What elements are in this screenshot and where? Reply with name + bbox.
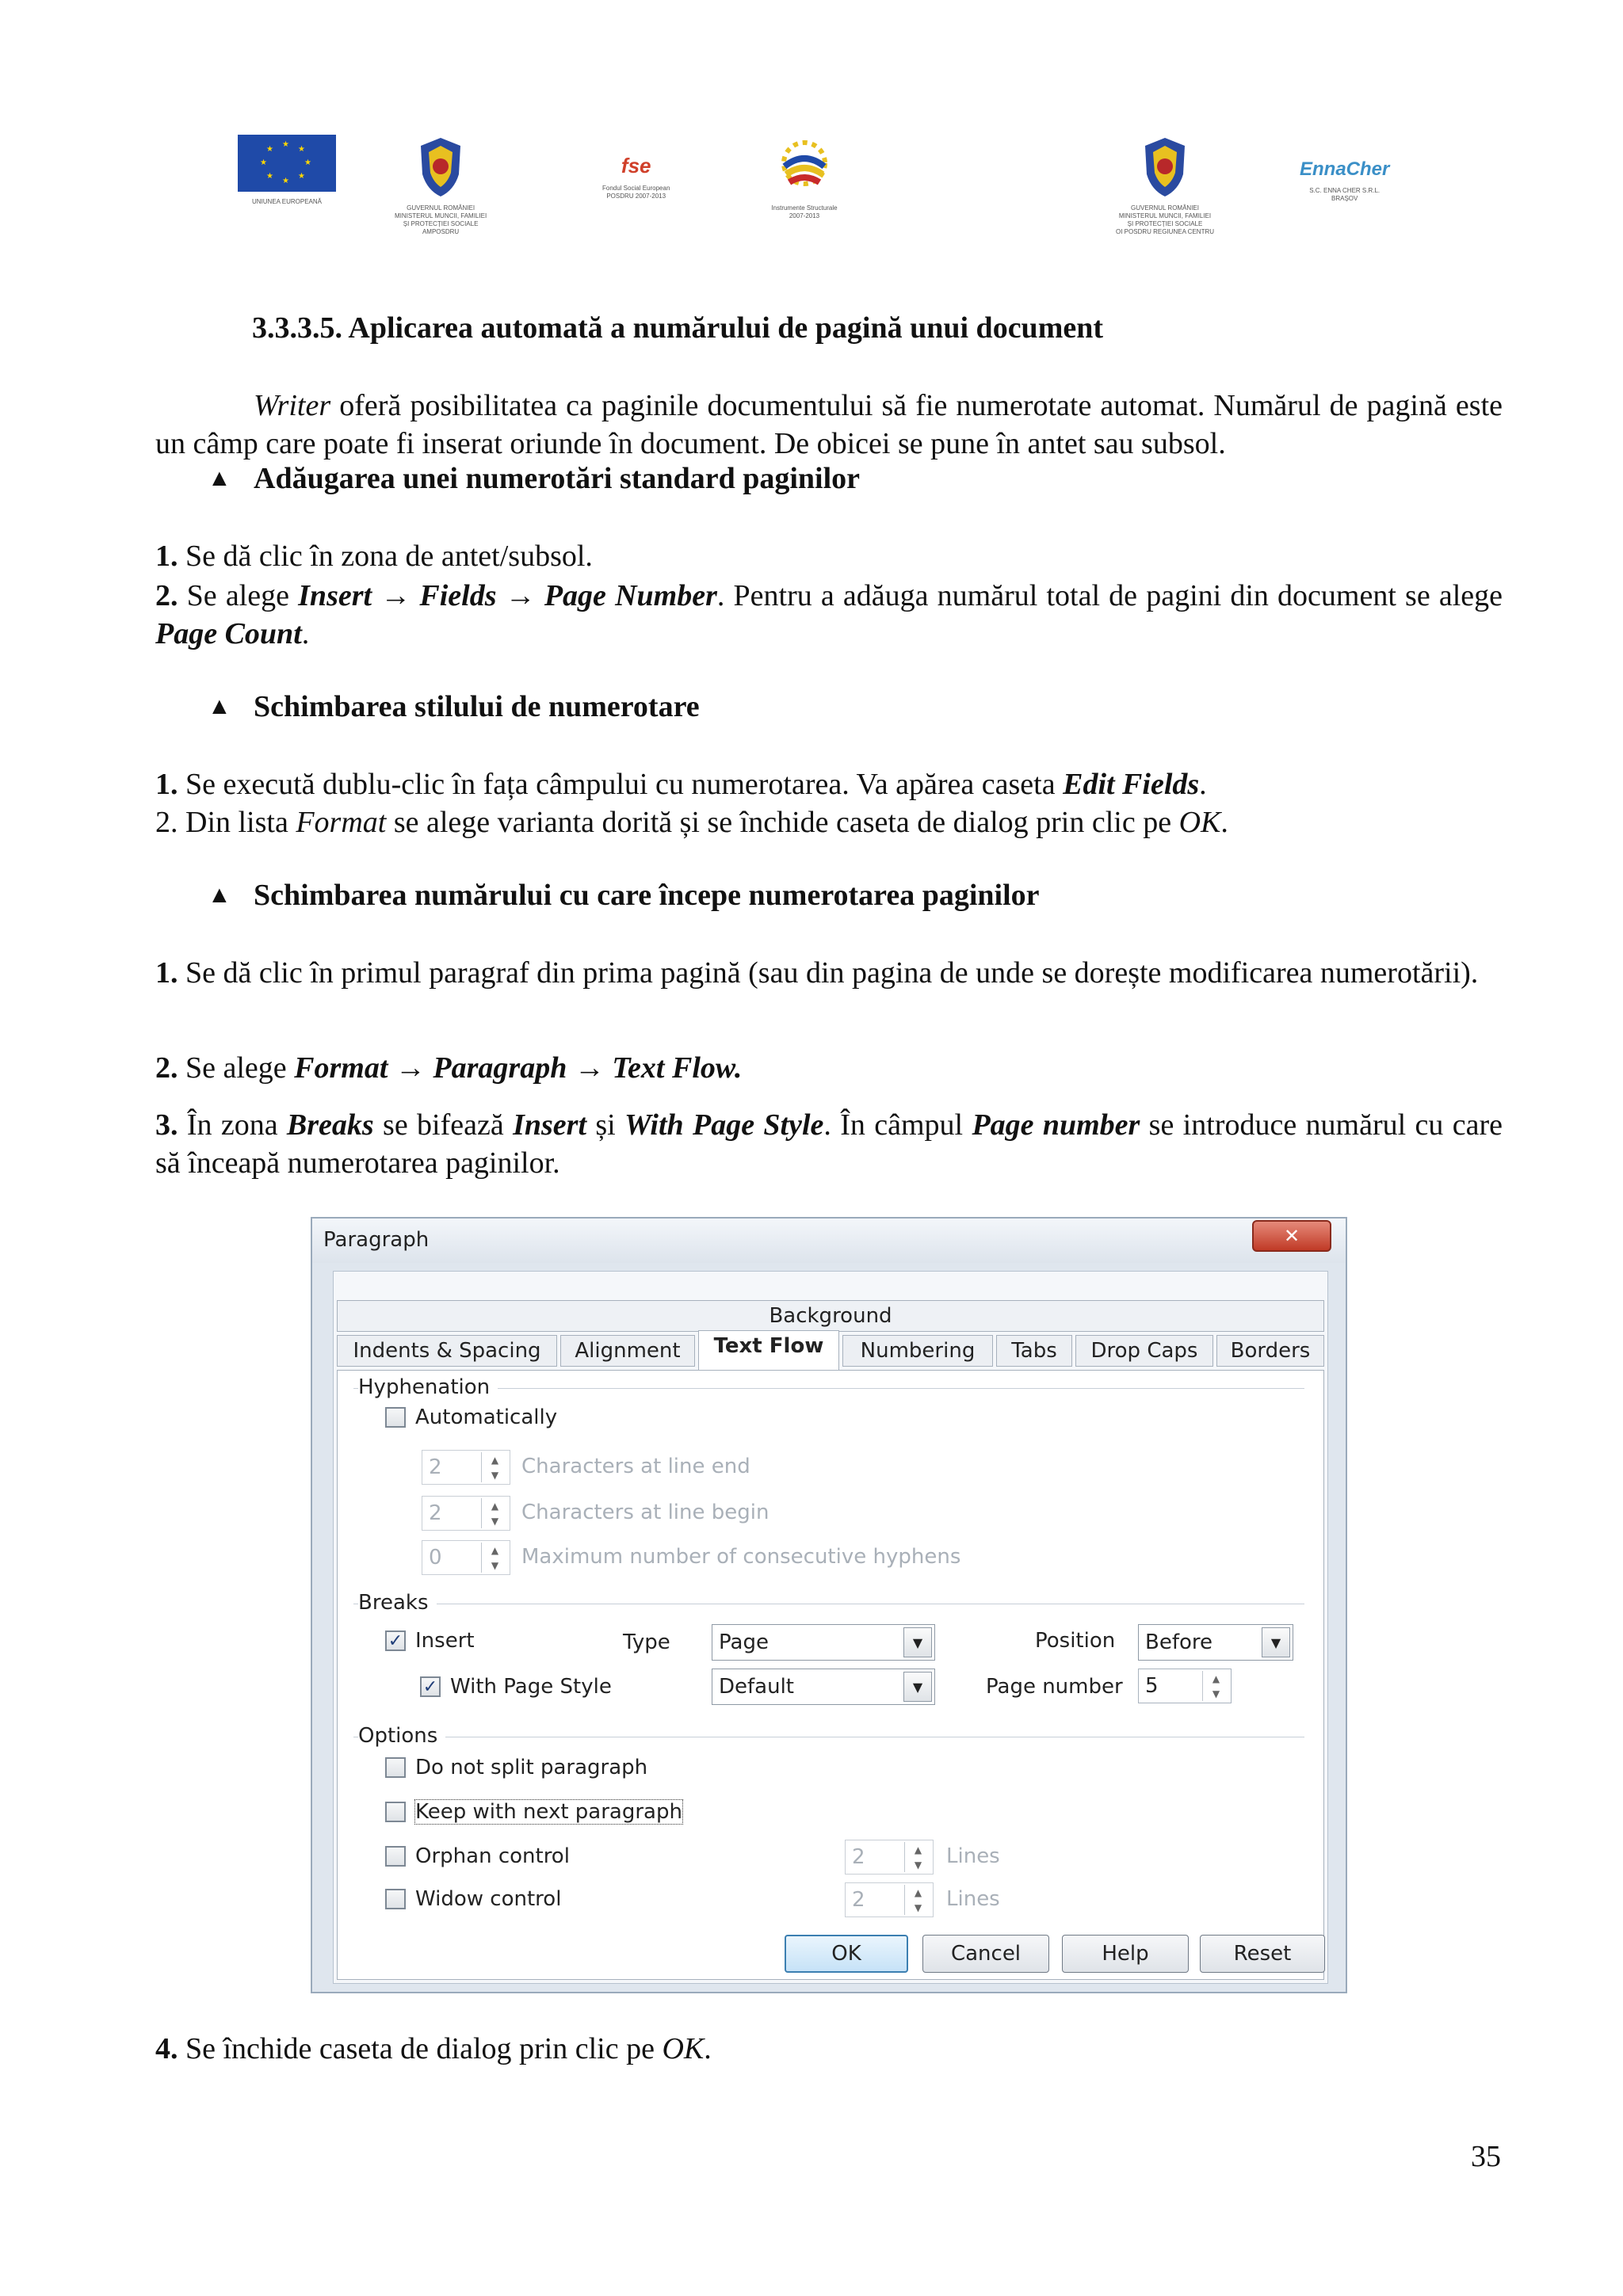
text-flow-panel	[337, 1370, 1324, 1980]
stepper-arrows-icon: ▲ ▼	[481, 1498, 508, 1528]
step-number: 4.	[155, 2032, 178, 2065]
gov-logo-1	[395, 135, 487, 236]
insert-checkbox[interactable]: ✓	[385, 1630, 406, 1651]
automatically-checkbox[interactable]	[385, 1407, 406, 1428]
step-number: 1.	[155, 540, 178, 573]
subsection-1-step-1	[155, 537, 1503, 575]
romania-crest-icon	[413, 135, 468, 198]
term-ok: OK	[662, 2032, 705, 2065]
widow-control-label: Widow control	[415, 1887, 562, 1911]
menu-term-format: Format	[294, 1051, 388, 1085]
page-style-select[interactable]	[712, 1669, 935, 1705]
orphan-control-label: Orphan control	[415, 1844, 570, 1868]
step-text: se introduce numărul cu care să înceapă numerotarea paginilor.	[155, 1108, 1503, 1180]
subsection-2-step-1	[155, 765, 1503, 803]
bullet-icon: ▲	[208, 882, 231, 908]
gov-caption-1: GUVERNUL ROMÂNIEI MINISTERUL MUNCII, FAMILIEI ȘI PROTECȚIEI SOCIALE AMPOSDRU	[395, 204, 487, 235]
select-value: Before	[1145, 1630, 1213, 1654]
tab-tabs[interactable]: Tabs	[996, 1335, 1072, 1367]
ennacher-mark: EnnaCher	[1300, 158, 1390, 180]
options-group-label: Options	[358, 1724, 445, 1748]
menu-term-insert: Insert	[298, 579, 372, 612]
step-text: .	[1220, 806, 1228, 839]
type-label: Type	[623, 1630, 670, 1654]
fse-mark: fse	[621, 154, 651, 177]
step-number: 1.	[155, 956, 178, 990]
chevron-down-icon: ▼	[903, 1627, 932, 1657]
eu-caption: UNIUNEA EUROPEANĂ	[251, 198, 323, 205]
header-logos	[222, 135, 1458, 261]
term-with-page-style: With Page Style	[624, 1108, 824, 1142]
intro-rest: oferă posibilitatea ca paginile documentului să fie numerotate automat. Numărul de pagină este un câmp care poate fi inserat oriunde în document. De obicei se pune în antet sau subsol.	[155, 389, 1503, 460]
structural-instruments-icon	[769, 135, 840, 198]
menu-term-text-flow: Text Flow.	[612, 1051, 743, 1085]
dialog-content	[333, 1271, 1328, 1984]
ok-button[interactable]: OK	[785, 1935, 908, 1973]
tab-drop-caps[interactable]: Drop Caps	[1075, 1335, 1213, 1367]
subsection-1-title: Adăugarea unei numerotări standard paginilor	[254, 462, 861, 495]
term-page-number: Page number	[972, 1108, 1140, 1142]
stepper-arrows-icon: ▲ ▼	[1202, 1671, 1229, 1701]
help-button[interactable]: Help	[1062, 1935, 1189, 1973]
paragraph-dialog	[311, 1217, 1347, 1993]
chars-line-end-label: Characters at line end	[521, 1455, 750, 1478]
step-text: Se alege	[178, 1051, 295, 1085]
chars-line-begin-label: Characters at line begin	[521, 1501, 769, 1524]
step-text: Se alege	[178, 579, 299, 612]
step-number: 3.	[155, 1108, 178, 1142]
page-number-label: Page number	[986, 1675, 1123, 1699]
position-label: Position	[1035, 1629, 1116, 1653]
eu-logo	[238, 135, 336, 206]
menu-term-fields: Fields	[419, 579, 497, 612]
keep-with-next-checkbox[interactable]	[385, 1802, 406, 1822]
menu-term-page-count: Page Count	[155, 617, 302, 650]
romania-crest-icon	[1137, 135, 1193, 198]
subsection-2-step-2	[155, 803, 1503, 841]
select-value: Page	[719, 1630, 769, 1654]
widow-control-checkbox[interactable]	[385, 1889, 406, 1909]
structural-instruments-caption: Instrumente Structurale 2007-2013	[771, 204, 838, 219]
structural-instruments-logo	[769, 135, 840, 220]
with-page-style-label: With Page Style	[450, 1675, 612, 1699]
orphan-lines-stepper[interactable]	[845, 1840, 934, 1875]
widow-lines-unit: Lines	[946, 1887, 1000, 1911]
stepper-value: 2	[429, 1501, 442, 1525]
subsection-1-step-2	[155, 577, 1503, 653]
tab-background[interactable]: Background	[337, 1300, 1324, 1332]
insert-label: Insert	[415, 1629, 475, 1653]
eu-flag-icon: ★ ★ ★ ★ ★ ★ ★ ★	[238, 135, 336, 192]
menu-term-paragraph: Paragraph	[433, 1051, 567, 1085]
tab-text-flow[interactable]: Text Flow	[698, 1330, 839, 1370]
tab-borders[interactable]: Borders	[1216, 1335, 1324, 1367]
subsection-2-heading	[208, 689, 700, 724]
ennacher-caption: S.C. ENNA CHER S.R.L. BRAȘOV	[1309, 187, 1381, 202]
with-page-style-checkbox[interactable]: ✓	[420, 1676, 441, 1697]
gov-logo-2	[1116, 135, 1214, 236]
orphan-control-checkbox[interactable]	[385, 1846, 406, 1867]
subsection-1-heading	[208, 461, 860, 496]
gov-caption-2: GUVERNUL ROMÂNIEI MINISTERUL MUNCII, FAMILIEI ȘI PROTECȚIEI SOCIALE OI POSDRU REGIUNEA CENTRU	[1116, 204, 1215, 235]
step-text: Se dă clic în primul paragraf din prima pagină (sau din pagina de unde se dorește modificarea numerotării).	[178, 956, 1479, 990]
arrow: →	[496, 579, 544, 612]
tab-numbering[interactable]: Numbering	[842, 1335, 993, 1367]
step-text: Se dă clic în zona de antet/subsol.	[178, 540, 593, 573]
step-number: 2.	[155, 579, 178, 612]
term-ok: OK	[1178, 806, 1221, 839]
step-text: .	[704, 2032, 712, 2065]
fse-caption: Fondul Social European POSDRU 2007-2013	[602, 185, 670, 200]
subsection-3-heading	[208, 878, 1040, 913]
term-format: Format	[296, 806, 387, 839]
step-text: .	[1199, 768, 1207, 801]
breaks-group-label: Breaks	[358, 1591, 437, 1615]
stepper-arrows-icon: ▲ ▼	[904, 1842, 931, 1872]
do-not-split-checkbox[interactable]	[385, 1757, 406, 1778]
tab-alignment[interactable]: Alignment	[560, 1335, 695, 1367]
stepper-value: 2	[429, 1455, 442, 1479]
hyphenation-group-label: Hyphenation	[358, 1375, 498, 1399]
term-edit-fields: Edit Fields	[1063, 768, 1200, 801]
keep-with-next-label: Keep with next paragraph	[415, 1800, 682, 1824]
chevron-down-icon: ▼	[1262, 1627, 1290, 1657]
arrow: →	[567, 1051, 613, 1085]
step-text: se bifează	[373, 1108, 514, 1142]
subsection-3-step-1	[155, 954, 1503, 992]
step-text: Se execută dublu-clic în fața câmpului cu numerotarea. Va apărea caseta	[178, 768, 1064, 801]
step-number: 2.	[155, 1051, 178, 1085]
term-breaks: Breaks	[286, 1108, 374, 1142]
step-text: se alege varianta dorită și se închide caseta de dialog prin clic pe	[386, 806, 1179, 839]
chars-line-end-stepper[interactable]	[422, 1450, 510, 1485]
page-number-stepper[interactable]	[1138, 1669, 1232, 1703]
stepper-value: 2	[852, 1888, 865, 1912]
do-not-split-label: Do not split paragraph	[415, 1756, 648, 1779]
fse-logo	[602, 135, 670, 200]
step-text: și	[586, 1108, 625, 1142]
reset-button[interactable]: Reset	[1200, 1935, 1325, 1973]
position-select[interactable]	[1138, 1624, 1293, 1661]
subsection-3-step-3	[155, 1106, 1503, 1182]
stepper-arrows-icon: ▲ ▼	[481, 1543, 508, 1573]
max-hyphens-stepper[interactable]	[422, 1540, 510, 1575]
tab-indents-spacing[interactable]: Indents & Spacing	[337, 1335, 557, 1367]
orphan-lines-unit: Lines	[946, 1844, 1000, 1868]
stepper-value: 0	[429, 1546, 442, 1569]
bullet-icon: ▲	[208, 465, 231, 491]
stepper-value: 2	[852, 1845, 865, 1869]
ennacher-logo	[1300, 135, 1389, 203]
step-number: 1.	[155, 768, 178, 801]
dialog-titlebar	[312, 1219, 1346, 1263]
step-text: 2. Din lista	[155, 806, 296, 839]
dialog-title: Paragraph	[323, 1228, 430, 1252]
type-select[interactable]	[712, 1624, 935, 1661]
step-text: În zona	[178, 1108, 287, 1142]
page-number: 35	[1471, 2140, 1501, 2173]
chars-line-begin-stepper[interactable]	[422, 1496, 510, 1531]
intro-paragraph	[155, 387, 1503, 463]
widow-lines-stepper[interactable]	[845, 1882, 934, 1917]
step-text: . În câmpul	[823, 1108, 972, 1142]
arrow: →	[388, 1051, 433, 1085]
arrow: →	[372, 579, 420, 612]
step-4	[155, 2030, 1503, 2068]
bullet-icon: ▲	[208, 693, 231, 719]
step-text: Se închide caseta de dialog prin clic pe	[178, 2032, 663, 2065]
step-text: .	[301, 617, 310, 650]
writer-term: Writer	[254, 389, 331, 422]
step-text: . Pentru a adăuga numărul total de pagini din document se alege	[716, 579, 1503, 612]
automatically-label: Automatically	[415, 1405, 558, 1429]
menu-term-page-number: Page Number	[544, 579, 717, 612]
subsection-2-title: Schimbarea stilului de numerotare	[254, 690, 700, 723]
stepper-arrows-icon: ▲ ▼	[481, 1452, 508, 1482]
close-button[interactable]: ✕	[1252, 1220, 1331, 1252]
chevron-down-icon: ▼	[903, 1672, 932, 1702]
max-hyphens-label: Maximum number of consecutive hyphens	[521, 1545, 961, 1569]
subsection-3-title: Schimbarea numărului cu care începe numerotarea paginilor	[254, 879, 1040, 912]
select-value: Default	[719, 1675, 794, 1699]
stepper-value: 5	[1145, 1674, 1159, 1698]
term-insert: Insert	[513, 1108, 586, 1142]
subsection-3-step-2	[155, 1049, 1503, 1087]
stepper-arrows-icon: ▲ ▼	[904, 1885, 931, 1915]
cancel-button[interactable]: Cancel	[922, 1935, 1049, 1973]
section-title: 3.3.3.5. Aplicarea automată a numărului de pagină unui document	[252, 311, 1104, 345]
